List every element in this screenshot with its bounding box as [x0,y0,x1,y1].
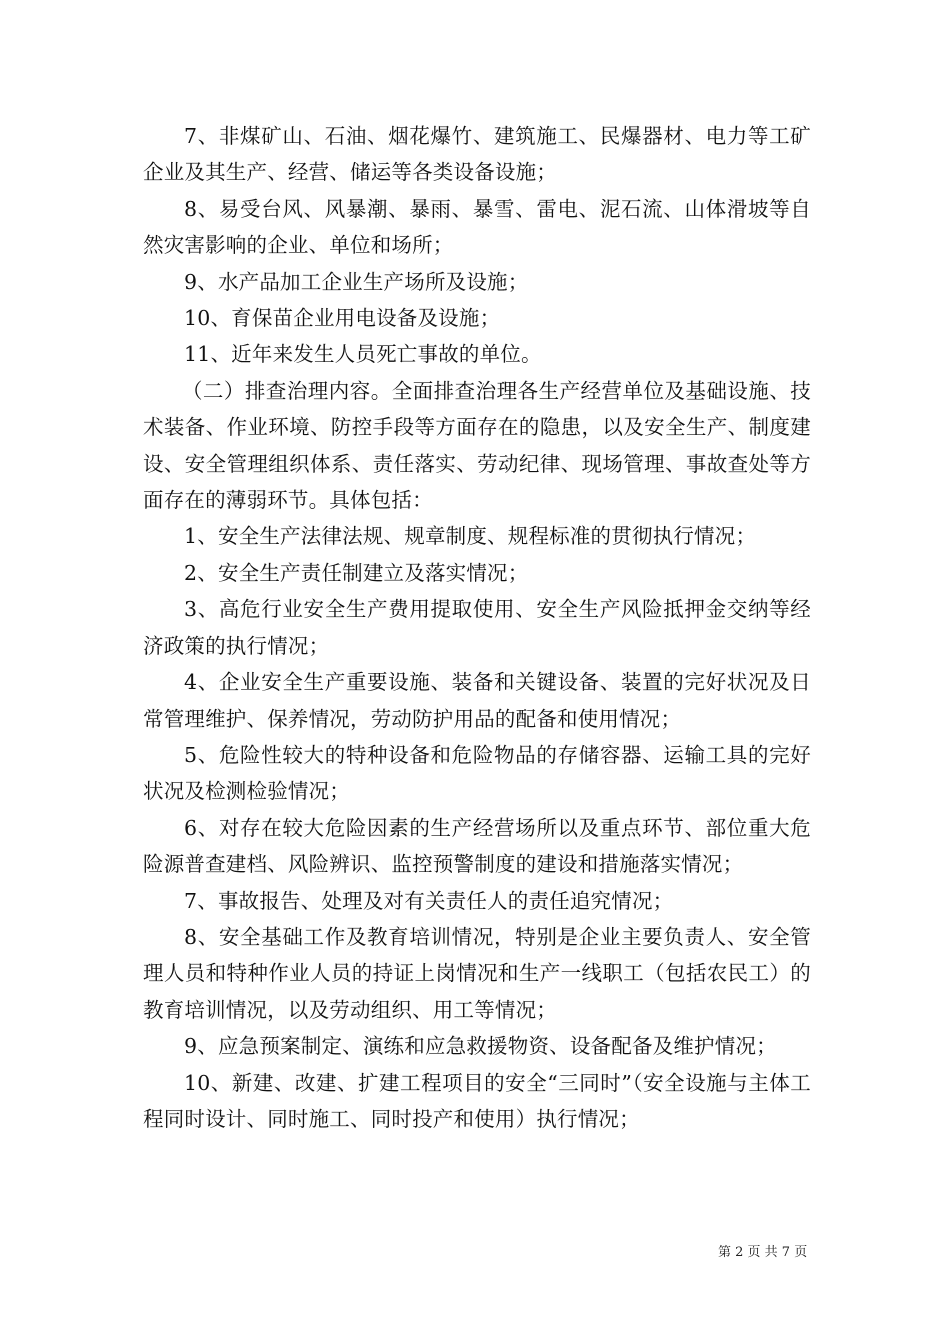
content-item-4: 4、企业安全生产重要设施、装备和关键设备、装置的完好状况及日常管理维护、保养情况，劳动防护用品的配备和使用情况； [143,670,811,731]
content-item-3: 3、高危行业安全生产费用提取使用、安全生产风险抵押金交纳等经济政策的执行情况； [143,597,811,658]
paragraph-item-9: 9、水产品加工企业生产场所及设施； [184,269,529,294]
content-item-7: 7、事故报告、处理及对有关责任人的责任追究情况； [184,888,674,913]
content-item-10: 10、新建、改建、扩建工程项目的安全“三同时”（安全设施与主体工程同时设计、同时施工、同时投产和使用）执行情况； [143,1070,811,1131]
content-item-5: 5、危险性较大的特种设备和危险物品的存储容器、运输工具的完好状况及检测检验情况； [143,742,811,804]
content-item-8: 8、安全基础工作及教育培训情况，特别是企业主要负责人、安全管理人员和特种作业人员的持证上岗情况和生产一线职工（包括农民工）的教育培训情况，以及劳动组织、用工等情况； [143,924,811,1022]
paragraph-item-10: 10、育保苗企业用电设备及设施； [184,306,501,331]
paragraph-item-8: 8、易受台风、风暴潮、暴雨、暴雪、雷电、泥石流、山体滑坡等自然灾害影响的企业、单位和场所； [143,196,811,258]
document-body [143,118,811,1137]
paragraph-item-11: 11、近年来发生人员死亡事故的单位。 [184,342,542,367]
content-item-6: 6、对存在较大危险因素的生产经营场所以及重点环节、部位重大危险源普查建档、风险辨识、监控预警制度的建设和措施落实情况； [143,815,811,877]
content-item-9: 9、应急预案制定、演练和应急救援物资、设备配备及维护情况； [184,1034,777,1059]
content-item-2: 2、安全生产责任制建立及落实情况； [184,560,529,585]
paragraph-item-7: 7、非煤矿山、石油、烟花爆竹、建筑施工、民爆器材、电力等工矿企业及其生产、经营、储运等各类设备设施； [143,124,811,185]
section-heading-paragraph: （二）排查治理内容。全面排查治理各生产经营单位及基础设施、技术装备、作业环境、防控手段等方面存在的隐患，以及安全生产、制度建设、安全管理组织体系、责任落实、劳动纪律、现场管理、事故查处等方面存在的薄弱环节。具体包括： [143,378,811,513]
page-number: 第 2 页 共 7 页 [718,1245,808,1260]
content-item-1: 1、安全生产法律法规、规章制度、规程标准的贯彻执行情况； [184,524,757,549]
